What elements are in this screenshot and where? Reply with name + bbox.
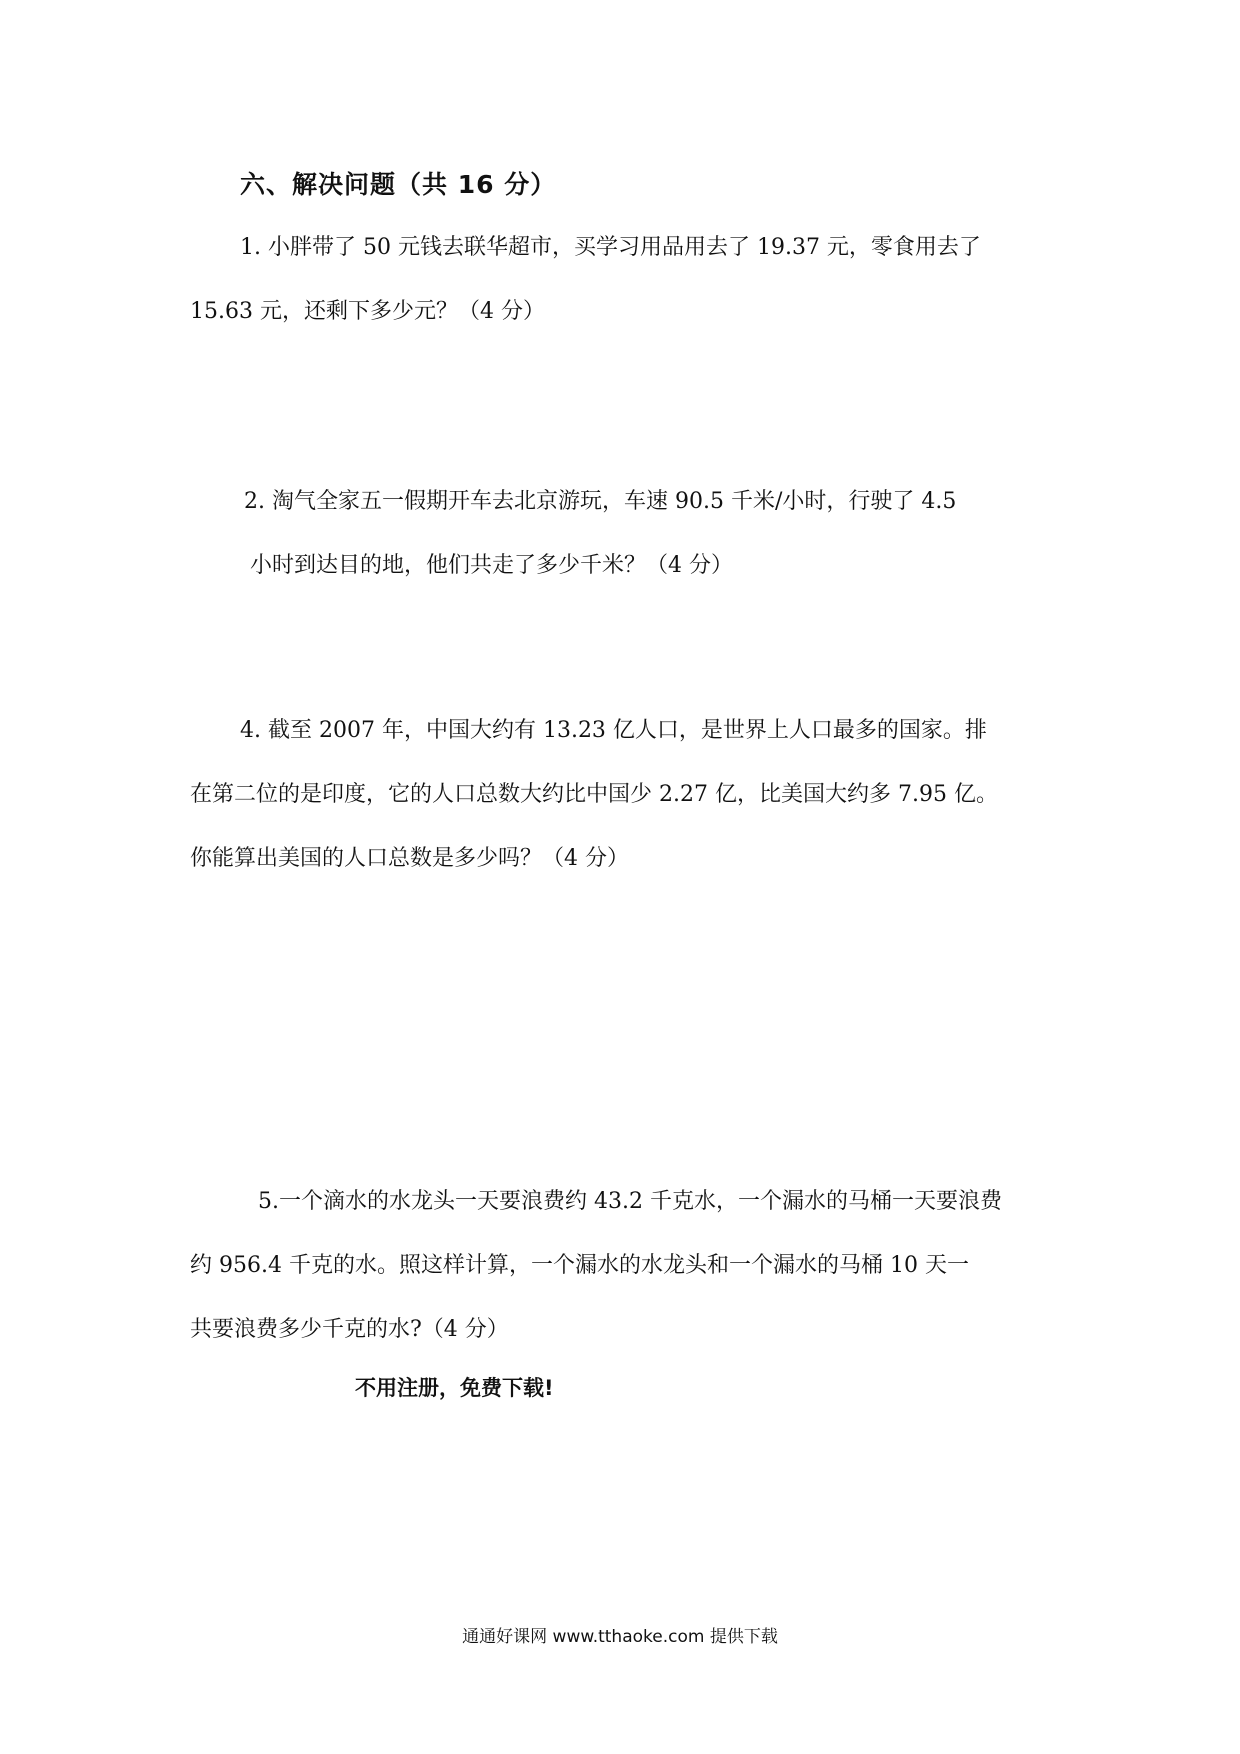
question-4-line-2: 在第二位的是印度，它的人口总数大约比中国少 2.27 亿，比美国大约多 7.95 亿。 (190, 782, 998, 807)
question-2 (244, 470, 956, 598)
question-4 (190, 699, 998, 891)
question-4-line-1: 4. 截至 2007 年，中国大约有 13.23 亿人口，是世界上人口最多的国家。排 (240, 718, 987, 743)
section-title: 六、解决问题（共 16 分） (240, 170, 557, 199)
question-5-line-2: 约 956.4 千克的水。照这样计算，一个漏水的水龙头和一个漏水的马桶 10 天一 (190, 1253, 969, 1278)
question-5 (190, 1170, 1002, 1362)
question-5-line-1: 5.一个滴水的水龙头一天要浪费约 43.2 千克水，一个漏水的马桶一天要浪费 (258, 1189, 1002, 1214)
promo-text: 不用注册，免费下载! (355, 1376, 554, 1400)
question-5-line-3: 共要浪费多少千克的水?（4 分） (190, 1317, 509, 1342)
question-2-line-2: 小时到达目的地，他们共走了多少千米？（4 分） (250, 553, 733, 578)
question-1-line-2: 15.63 元，还剩下多少元？（4 分） (190, 299, 545, 324)
question-1 (190, 216, 981, 344)
footer-text: 通通好课网 www.tthaoke.com 提供下载 (462, 1627, 778, 1647)
question-2-line-1: 2. 淘气全家五一假期开车去北京游玩，车速 90.5 千米/小时，行驶了 4.5 (244, 489, 957, 514)
question-4-line-3: 你能算出美国的人口总数是多少吗？（4 分） (190, 846, 629, 871)
question-1-line-1: 1. 小胖带了 50 元钱去联华超市，买学习用品用去了 19.37 元，零食用去了 (240, 235, 981, 260)
